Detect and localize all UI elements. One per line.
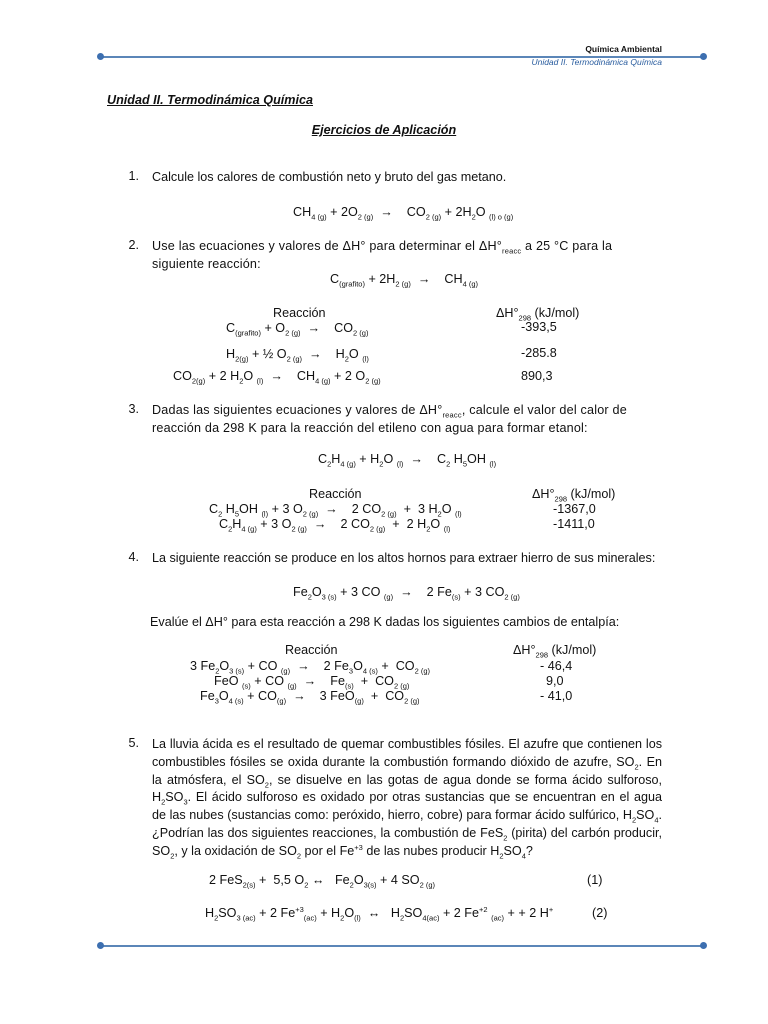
q2-value-2: -285.8 xyxy=(521,346,557,360)
footer-divider-right-dot xyxy=(700,942,707,949)
q4-main-equation: $Fe_2O_{3 (s)} + 3$ CO $_{(g)}$ → 2 $Fe_{(s)} + 3$ $CO_{2 (g)}$ xyxy=(293,585,520,602)
q3-main-equation: $C_2H_{4 (g)} + H_2O$ $_{(l)}$ → $C_2$ $H_5OH$ $_{(l)}$ xyxy=(318,452,497,469)
q2-value-1: -393,5 xyxy=(521,320,557,334)
q4-reaction-3: $Fe_3O_{4 (s)} + CO_{(g)}$ → 3 $FeO_{(g)} + CO_{2 (g)}$ xyxy=(200,689,420,706)
q4-value-1: - 46,4 xyxy=(540,659,573,673)
question-3-number: 3. xyxy=(128,402,139,416)
q4-reaction-2: FeO $_{(s)}$ + CO $_{(g)}$ → $Fe_{(s)} + CO_{2 (g)}$ xyxy=(214,674,410,691)
question-1-number: 1. xyxy=(128,169,139,183)
question-4-evaluate: Evalúe el ΔH° para esta reacción a 298 K dadas los siguientes cambios de entalpía: xyxy=(150,615,620,629)
question-5-number: 5. xyxy=(128,736,139,750)
header-divider-left-dot xyxy=(97,53,104,60)
q4-reaction-header: Reacción xyxy=(285,643,338,657)
question-2-text: Use las ecuaciones y valores de ΔH° para determinar el $\Delta H^\circ_{reacc}$ a 25 °C para la siguiente reacción: xyxy=(152,239,613,271)
question-1-text: Calcule los calores de combustión neto y bruto del gas metano. xyxy=(152,170,507,184)
q3-value-1: -1367,0 xyxy=(553,502,596,516)
q4-reaction-1: 3 $Fe_2O_{3 (s)}$ + CO $_{(g)}$ → 2 $Fe_3O_{4 (s)} + CO_{2 (g)}$ xyxy=(190,659,431,676)
header-unit: Unidad II. Termodinámica Química xyxy=(531,57,662,67)
header-course: Química Ambiental xyxy=(585,44,662,54)
q4-value-2: 9,0 xyxy=(546,674,564,688)
q3-dh-header: $\Delta H^\circ_{298}$ (kJ/mol) xyxy=(532,487,616,504)
exercises-title: Ejercicios de Aplicación xyxy=(311,123,457,137)
q3-reaction-header: Reacción xyxy=(309,487,362,501)
header-divider xyxy=(100,56,704,58)
q5-equation-1: 2 FeS$_{2(s)}$ + 5,5 $O_2$ ↔ $Fe_2O_{3(s)} + 4$ $SO_{2 (g)}$ xyxy=(209,873,436,890)
question-4-text: La siguiente reacción se produce en los altos hornos para extraer hierro de sus minerales: xyxy=(152,551,656,565)
q2-dh-header: $\Delta H^\circ_{298}$ (kJ/mol) xyxy=(496,306,580,323)
q4-value-3: - 41,0 xyxy=(540,689,573,703)
question-3-text: Dadas las siguientes ecuaciones y valores de $\Delta H^\circ_{reacc}$, calcule el valor del calor de reacción da 298 K para la reacción del etileno con agua para formar etanol: xyxy=(152,403,627,435)
q4-dh-header: $\Delta H^\circ_{298}$ (kJ/mol) xyxy=(513,643,597,660)
unit-title: Unidad II. Termodinámica Química xyxy=(107,93,313,107)
q2-reaction-2: $H_{2(g)}$ + ½ $O_{2 (g)}$ → $H_2O$ $_{(l)}$ xyxy=(226,347,369,364)
question-5-text: La lluvia ácida es el resultado de quemar combustibles fósiles. El azufre que contienen los combustibles fósiles se oxida durante la combustión formando dióxido de azufre, $SO_2$. En la atmósfera, el $SO_2$, se disuelve en las gotas de agua donde se forma ácido sulforoso, $H_2SO_3$. El ácido sulforoso es oxidado por otras sustancias que se encuentran en el agua de las nubes (sustancias como: peróxido, hierro, cobre) para formar ácido sulfúrico, $H_2SO_4$. ¿Podrían las dos siguientes reacciones, la combustión de FeS$_2$ (pirita) del carbón producir, $SO_2$, y la oxidación de $SO_2$ por el $Fe^{+3}$ de las nubes producir $H_2SO_4$? xyxy=(152,737,663,861)
q3-reaction-1: $C_2$ $H_5OH$ $_{(l)}$ + 3 $O_{2 (g)}$ → 2 $CO_{2 (g)} + 3$ $H_2O$ $_{(l)}$ xyxy=(209,502,462,519)
q2-value-3: 890,3 xyxy=(521,369,553,383)
q1-equation: $CH_{4 (g)} + 2O_{2 (g)}$ → $CO_{2 (g)} + 2H_2O$ $_{(l) o (g)}$ xyxy=(293,205,514,222)
q3-reaction-2: $C_2H_{4 (g)} + 3$ $O_{2 (g)}$ → 2 $CO_{2 (g)} + 2$ $H_2O$ $_{(l)}$ xyxy=(219,517,451,534)
question-2-number: 2. xyxy=(128,238,139,252)
q5-equation-2: $H_2SO_{3 (ac)} + 2$ $Fe^{+3}_{(ac)} + H_2O_{(l)}$ ↔ $H_2SO_{4(ac)} + 2$ $Fe^{+2}$ $_{(ac)}$ + + 2 H+ xyxy=(205,904,554,923)
q5-equation-2-label: (2) xyxy=(592,906,608,920)
q3-value-2: -1411,0 xyxy=(553,517,595,531)
q5-equation-1-label: (1) xyxy=(587,873,603,887)
q2-main-equation: $C_{(grafito)} + 2H_{2 (g)}$ → $CH_{4 (g)}$ xyxy=(330,272,479,289)
header-divider-right-dot xyxy=(700,53,707,60)
question-4-number: 4. xyxy=(128,550,139,564)
q2-reaction-3: $CO_{2(g)} + 2$ $H_2O$ $_{(l)}$ → $CH_{4 (g)} + 2$ $O_{2 (g)}$ xyxy=(173,369,381,386)
footer-divider-left-dot xyxy=(97,942,104,949)
footer-divider xyxy=(100,945,704,947)
q2-reaction-1: $C_{(grafito)} + O_{2 (g)}$ → $CO_{2 (g)}$ xyxy=(226,321,369,338)
q2-reaction-header: Reacción xyxy=(273,306,326,320)
